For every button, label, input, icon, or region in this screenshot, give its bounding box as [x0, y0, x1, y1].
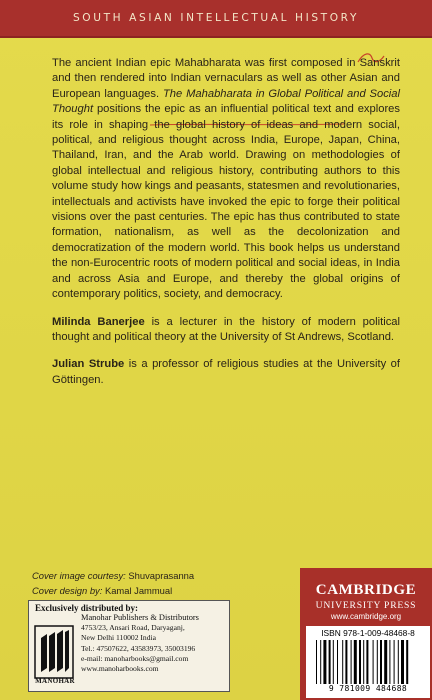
barcode-digits: 9 781009 484688	[328, 684, 408, 693]
publisher-press: UNIVERSITY PRESS	[315, 600, 417, 611]
cover-image-value: Shuvaprasanna	[128, 570, 195, 581]
cover-design-label: Cover design by:	[32, 585, 103, 596]
distributor-line: New Delhi 110002 India	[81, 633, 157, 643]
distributor-line: e-mail: manoharbooks@gmail.com	[81, 653, 189, 663]
distributor-address	[81, 613, 199, 674]
editor-description: is a lecturer in the history of modern political thought and political theory at the University of St Andrews, Scotland.	[52, 315, 400, 343]
isbn-label	[306, 626, 430, 698]
distributor-line: Manohar Publishers & Distributors	[81, 613, 199, 622]
distributor-line: www.manoharbooks.com	[81, 664, 159, 674]
cover-credits	[32, 568, 194, 598]
distributor-line: 4753/23, Ansari Road, Daryaganj,	[81, 623, 185, 633]
publisher-block	[300, 568, 432, 700]
blurb-text-start: The ancient Indian epic Mahabharata was first composed in Sanskrit and then rendered into Indian vernaculars as well as other Asian and European languages.	[52, 57, 400, 100]
distributor-heading: Exclusively distributed by:	[35, 603, 139, 613]
distributor-sticker	[28, 600, 230, 692]
editor-name: Milinda Banerjee	[52, 315, 145, 328]
publisher-url: www.cambridge.org	[330, 612, 402, 621]
series-title: SOUTH ASIAN INTELLECTUAL HISTORY	[0, 0, 432, 38]
editor-bio	[52, 315, 400, 346]
blurb	[52, 56, 400, 400]
editor-bio	[52, 357, 400, 388]
editor-description: is a professor of religious studies at the University of Göttingen.	[52, 358, 400, 386]
cover-design-value: Kamal Jammual	[104, 585, 173, 596]
editor-name: Julian Strube	[52, 358, 125, 371]
cover-design-credit	[32, 583, 194, 598]
isbn-number: ISBN 978-1-009-48468-8	[321, 628, 415, 638]
blurb-paragraph	[52, 56, 400, 303]
book-title: The Mahabharata in Global Political and Social Thought	[52, 87, 400, 116]
publisher-name: CAMBRIDGE	[315, 582, 417, 598]
distributor-line: Tel.: 47507622, 43583973, 35003196	[81, 643, 196, 653]
cover-image-credit	[32, 568, 194, 583]
manohar-logo-text: MANOHAR	[35, 677, 75, 685]
barcode-icon	[314, 640, 424, 684]
cover-image-label: Cover image courtesy:	[32, 570, 126, 581]
blurb-text-rest: positions the epic as an influential political text and explores its role in shaping the global history of ideas and modern social, political, and religious thought across India, Europe, Japan, China, Thailand, Iran, and the Arab world. Drawing on methodologies of global intellectual and religious history, contributing authors to this volume study how kings and peasants, statesmen and revolutionaries, intellectuals and activists have invoked the epic to forge their political visions over the past centuries. The epic has thus contributed to state formation, nationalism, as well as the decolonization and democratization of the modern world. This book helps us understand the non-Eurocentric roots of modern political and social ideas, in India and across Asia and Europe, and thereby the global origins of contemporary politics, society, and democracy.	[52, 103, 400, 301]
